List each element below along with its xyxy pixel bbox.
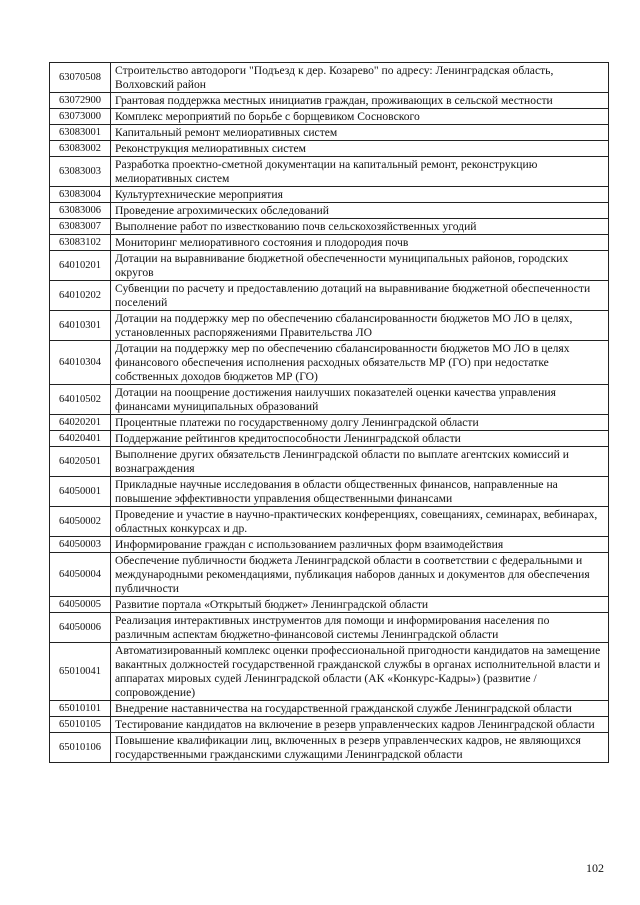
row-code-cell: 64050001 bbox=[50, 477, 111, 507]
row-name-cell: Реконструкция мелиоративных систем bbox=[111, 141, 609, 157]
row-code-cell: 64010301 bbox=[50, 311, 111, 341]
row-name-cell: Дотации на выравнивание бюджетной обеспеченности муниципальных районов, городских округов bbox=[111, 251, 609, 281]
row-name-cell: Обеспечение публичности бюджета Ленинградской области в соответствии с федеральными и международными рекомендациями, публикация наборов данных и документов для обеспечения публичности bbox=[111, 553, 609, 597]
row-name-cell: Мониторинг мелиоративного состояния и плодородия почв bbox=[111, 235, 609, 251]
row-name-cell: Дотации на поддержку мер по обеспечению сбалансированности бюджетов МО ЛО в целях финансового обеспечения исполнения расходных обязательств МР (ГО) при недостатке собственных доходов бюджетов МР (ГО) bbox=[111, 341, 609, 385]
table-row bbox=[50, 447, 609, 477]
page-number: 102 bbox=[586, 861, 604, 875]
row-code-cell: 63083006 bbox=[50, 203, 111, 219]
row-name-cell: Реализация интерактивных инструментов для помощи и информирования населения по различным аспектам бюджетно-финансовой системы Ленинградской области bbox=[111, 613, 609, 643]
table-body bbox=[50, 63, 609, 763]
row-name-cell: Проведение агрохимических обследований bbox=[111, 203, 609, 219]
table-row bbox=[50, 385, 609, 415]
row-name-cell: Комплекс мероприятий по борьбе с борщевиком Сосновского bbox=[111, 109, 609, 125]
table-row bbox=[50, 157, 609, 187]
row-code-cell: 63083002 bbox=[50, 141, 111, 157]
row-code-cell: 64010502 bbox=[50, 385, 111, 415]
row-code-cell: 65010106 bbox=[50, 733, 111, 763]
table-row bbox=[50, 477, 609, 507]
row-name-cell: Дотации на поощрение достижения наилучших показателей оценки качества управления финансами муниципальных образований bbox=[111, 385, 609, 415]
row-name-cell: Автоматизированный комплекс оценки профессиональной пригодности кандидатов на замещение вакантных должностей государственной гражданской службы в органах исполнительной власти и аппаратах мировых судей Ленинградской области (АК «Конкурс-Кадры») (развитие / сопровождение) bbox=[111, 643, 609, 701]
table-row bbox=[50, 63, 609, 93]
row-code-cell: 63083004 bbox=[50, 187, 111, 203]
table-row bbox=[50, 109, 609, 125]
row-code-cell: 65010101 bbox=[50, 701, 111, 717]
table-row bbox=[50, 537, 609, 553]
table-row bbox=[50, 733, 609, 763]
row-code-cell: 64020501 bbox=[50, 447, 111, 477]
row-name-cell: Культуртехнические мероприятия bbox=[111, 187, 609, 203]
table-row bbox=[50, 507, 609, 537]
row-code-cell: 63072900 bbox=[50, 93, 111, 109]
table-row bbox=[50, 281, 609, 311]
table-row bbox=[50, 251, 609, 281]
row-name-cell: Выполнение работ по известкованию почв сельскохозяйственных угодий bbox=[111, 219, 609, 235]
table-row bbox=[50, 415, 609, 431]
table-row bbox=[50, 93, 609, 109]
table-row bbox=[50, 701, 609, 717]
row-code-cell: 64050005 bbox=[50, 597, 111, 613]
row-name-cell: Грантовая поддержка местных инициатив граждан, проживающих в сельской местности bbox=[111, 93, 609, 109]
table-row bbox=[50, 219, 609, 235]
table-row bbox=[50, 597, 609, 613]
row-code-cell: 63083001 bbox=[50, 125, 111, 141]
table-row bbox=[50, 643, 609, 701]
table-row bbox=[50, 235, 609, 251]
table-row bbox=[50, 431, 609, 447]
row-name-cell: Проведение и участие в научно-практических конференциях, совещаниях, семинарах, вебинарах, областных конкурсах и др. bbox=[111, 507, 609, 537]
row-name-cell: Развитие портала «Открытый бюджет» Ленинградской области bbox=[111, 597, 609, 613]
row-name-cell: Процентные платежи по государственному долгу Ленинградской области bbox=[111, 415, 609, 431]
table-row bbox=[50, 553, 609, 597]
row-code-cell: 64020401 bbox=[50, 431, 111, 447]
row-name-cell: Тестирование кандидатов на включение в резерв управленческих кадров Ленинградской области bbox=[111, 717, 609, 733]
row-name-cell: Внедрение наставничества на государственной гражданской службе Ленинградской области bbox=[111, 701, 609, 717]
table-row bbox=[50, 187, 609, 203]
row-name-cell: Разработка проектно-сметной документации на капитальный ремонт, реконструкцию мелиоративных систем bbox=[111, 157, 609, 187]
table-row bbox=[50, 203, 609, 219]
row-code-cell: 63070508 bbox=[50, 63, 111, 93]
row-code-cell: 64050004 bbox=[50, 553, 111, 597]
row-name-cell: Выполнение других обязательств Ленинградской области по выплате агентских комиссий и вознаграждения bbox=[111, 447, 609, 477]
row-code-cell: 63083007 bbox=[50, 219, 111, 235]
table-row bbox=[50, 311, 609, 341]
table-row bbox=[50, 341, 609, 385]
row-name-cell: Капитальный ремонт мелиоративных систем bbox=[111, 125, 609, 141]
row-name-cell: Строительство автодороги "Подъезд к дер. Козарево" по адресу: Ленинградская область, Волховский район bbox=[111, 63, 609, 93]
row-code-cell: 64050003 bbox=[50, 537, 111, 553]
table-row bbox=[50, 141, 609, 157]
row-name-cell: Повышение квалификации лиц, включенных в резерв управленческих кадров, не являющихся государственными гражданскими служащими Ленинградской области bbox=[111, 733, 609, 763]
row-code-cell: 64010304 bbox=[50, 341, 111, 385]
row-code-cell: 63083102 bbox=[50, 235, 111, 251]
row-name-cell: Поддержание рейтингов кредитоспособности Ленинградской области bbox=[111, 431, 609, 447]
row-name-cell: Информирование граждан с использованием различных форм взаимодействия bbox=[111, 537, 609, 553]
table-row bbox=[50, 613, 609, 643]
row-code-cell: 63083003 bbox=[50, 157, 111, 187]
row-code-cell: 64010202 bbox=[50, 281, 111, 311]
document-table-container bbox=[49, 62, 609, 763]
table-row bbox=[50, 717, 609, 733]
row-name-cell: Прикладные научные исследования в области общественных финансов, направленные на повышение эффективности управления общественными финансами bbox=[111, 477, 609, 507]
row-code-cell: 65010105 bbox=[50, 717, 111, 733]
row-code-cell: 64050006 bbox=[50, 613, 111, 643]
row-code-cell: 64020201 bbox=[50, 415, 111, 431]
budget-codes-table bbox=[49, 62, 609, 763]
row-code-cell: 64010201 bbox=[50, 251, 111, 281]
row-name-cell: Субвенции по расчету и предоставлению дотаций на выравнивание бюджетной обеспеченности поселений bbox=[111, 281, 609, 311]
row-code-cell: 63073000 bbox=[50, 109, 111, 125]
row-name-cell: Дотации на поддержку мер по обеспечению сбалансированности бюджетов МО ЛО в целях, установленных распоряжениями Правительства ЛО bbox=[111, 311, 609, 341]
row-code-cell: 65010041 bbox=[50, 643, 111, 701]
row-code-cell: 64050002 bbox=[50, 507, 111, 537]
table-row bbox=[50, 125, 609, 141]
